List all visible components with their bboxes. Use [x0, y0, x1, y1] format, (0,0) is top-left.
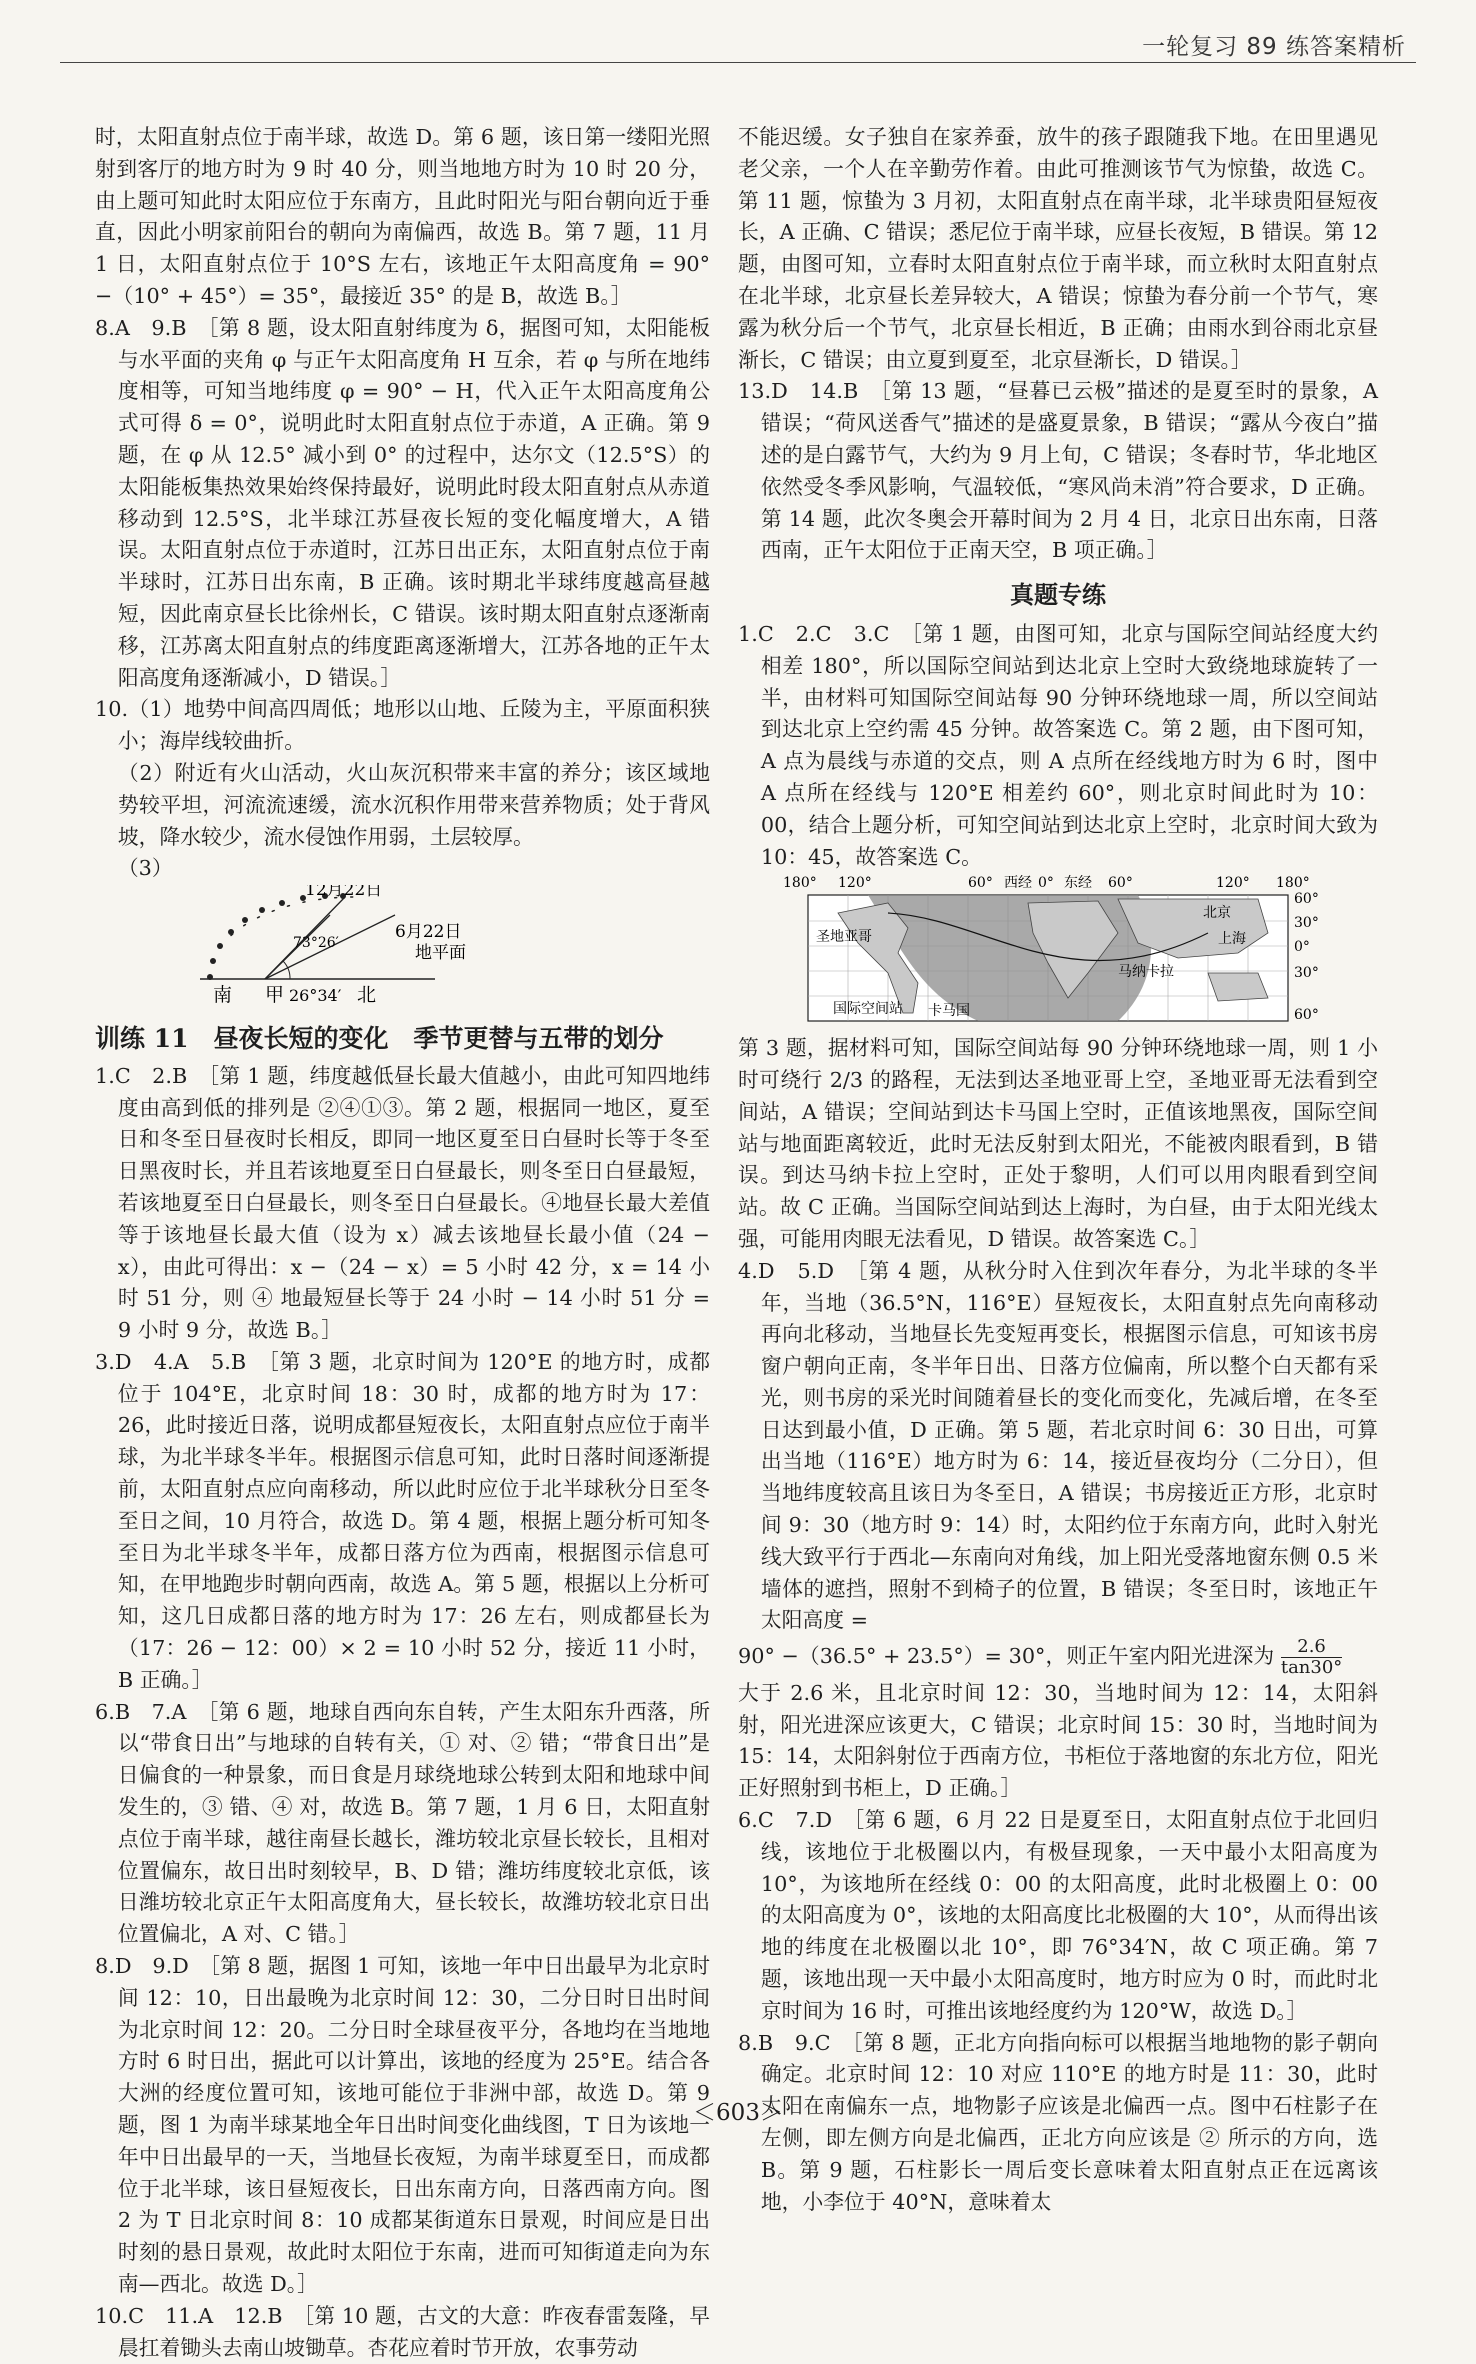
answer-paragraph: （3）: [117, 856, 173, 881]
header-rule: [60, 62, 1416, 63]
answer-paragraph: 第 3 题，据材料可知，国际空间站每 90 分钟环绕地球一周，则 1 小时可绕行 2/3 的路程，无法到达圣地亚哥上空，圣地亚哥无法看到空间站，A 错误；空间站到达卡马国上空时，正值该地黑夜，国际空间站与地面距离较近，此时无法反射到太阳光，不能被肉眼看到，B 错误。到达马纳卡拉上空时，正处于黎明，人们可以用肉眼看到空间站。故 C 正确。当国际空间站到达上海时，为白昼，由于太阳光线太强，可能用肉眼无法看见，D 错误。故答案选 C。］: [738, 1036, 1378, 1251]
running-header: 一轮复习 89 练答案精析: [1142, 34, 1406, 60]
equation-text: 90° −（36.5° + 23.5°）= 30°，则正午室内阳光进深为: [738, 1644, 1275, 1669]
label-south: 南: [213, 984, 233, 1004]
map-lat-label: 30°: [1294, 915, 1319, 932]
section-heading: 真题专练: [1010, 580, 1106, 610]
map-lon-label: 120°: [1216, 875, 1250, 892]
map-lon-label: 180°: [783, 875, 817, 892]
answer-paragraph: 3.D 4.A 5.B ［第 3 题，北京时间为 120°E 的地方时，成都位于 104°E，北京时间 18：30 时，成都的地方时为 17：26，此时接近日落，说明成都昼短夜长，太阳直射点应位于南半球，为北半球冬半年。根据图示信息可知，此时日落时间逐渐提前，太阳直射点应向南移动，所以此时应位于北半球秋分日至冬至日之间，10 月符合，故选 D。第 4 题，根据上题分析可知冬至日为北半球冬半年，成都日落方位为西南，根据图示信息可知，在甲地跑步时朝向西南，故选 A。第 5 题，根据以上分析可知，这几日成都日落的地方时为 17：26 左右，则成都昼长为（17：26 − 12：00）× 2 = 10 小时 52 分，接近 11 小时，B 正确。］: [95, 1349, 710, 1692]
right-column: [738, 122, 1378, 2218]
label-angle-1: 73°26′: [293, 935, 339, 952]
map-lon-label: 东经: [1064, 875, 1092, 892]
map-label-beijing: 北京: [1203, 905, 1231, 922]
map-label-shanghai: 上海: [1218, 931, 1246, 948]
answer-paragraph: 6.B 7.A ［第 6 题，地球自西向东自转，产生太阳东升西落，所以“带食日出”与地球的自转有关，① 对、② 错；“带食日出”是日偏食的一种景象，而日食是月球绕地球公转到太阳和地球中间发生的，③ 错、④ 对，故选 B。第 7 题，1 月 6 日，太阳直射点位于南半球，越往南昼长越长，潍坊较北京昼长较长，且相对位置偏东，故日出时刻较早，B、D 错；潍坊纬度较北京低，该日潍坊较北京正午太阳高度角大，昼长较长，故潍坊较北京日出位置偏北，A 对、C 错。］: [95, 1699, 710, 1947]
map-label-iss: 国际空间站: [833, 1001, 903, 1018]
page-number: ＜603＞: [693, 2100, 783, 2126]
label-jun22: 6月22日: [395, 922, 462, 943]
answer-paragraph: 8.D 9.D ［第 8 题，据图 1 可知，该地一年中日出最早为北京时间 12：10，日出最晚为北京时间 12：30，二分日时日出时间为北京时间 12：20。二分日时全球昼夜平分，各地均在当地地方时 6 时日出，据此可以计算出，该地的经度为 25°E。结合各大洲的经度位置可知，该地可能位于非洲中部，故选 D。第 9 题，图 1 为南半球某地全年日出时间变化曲线图，T 日为该地一年中日出最早的一天，当地昼长夜短，为南半球夏至日，而成都位于北半球，该日昼短夜长，日出东南方向，日落西南方向。图 2 为 T 日北京时间 8：10 成都某街道东日景观，时间应是日出时刻的悬日景观，故此时太阳位于东南，进而可知街道走向为东南—西北。故选 D。］: [95, 1954, 710, 2296]
fraction: [1281, 1637, 1342, 1678]
answer-paragraph: 6.C 7.D ［第 6 题，6 月 22 日是夏至日，太阳直射点位于北回归线，该地位于北极圈以内，有极昼现象，一天中最小太阳高度为 10°，为该地所在经线 0：00 的太阳高度，此时北极圈上 0：00 的太阳高度为 0°，该地的太阳高度比北极圈的大 10°，从而得出该地的纬度在北极圈以北 10°，即 76°34′N，故 C 项正确。第 7 题，该地出现一天中最小太阳高度时，地方时应为 0 时，而此时北京时间为 16 时，可推出该地经度约为 120°W，故选 D。］: [738, 1808, 1378, 2023]
map-lon-label: 120°: [838, 875, 872, 892]
label-dec22: 12月22日: [305, 885, 383, 901]
answer-paragraph: （2）附近有火山活动，火山灰沉积带来丰富的养分；该区域地势较平坦，河流流速缓，流水沉积作用带来营养物质；处于背风坡，降水较少，流水侵蚀作用弱，土层较厚。: [117, 760, 710, 849]
left-column: [95, 122, 710, 2364]
map-lon-label: 西经: [1004, 875, 1032, 892]
map-label-santiago: 圣地亚哥: [816, 929, 872, 946]
sun-path-diagram: [95, 885, 710, 1003]
map-lon-label: 60°: [968, 875, 993, 892]
map-label-manakara: 马纳卡拉: [1118, 964, 1174, 981]
map-lon-label: 60°: [1108, 875, 1133, 892]
world-map: [738, 873, 1378, 1023]
fraction-denominator: tan30°: [1280, 1657, 1343, 1679]
fraction-numerator: 2.6: [1281, 1637, 1342, 1658]
answer-paragraph: 13.D 14.B ［第 13 题，“昼暮已云极”描述的是夏至时的景象，A 错误；“荷风送香气”描述的是盛夏景象，B 错误；“露从今夜白”描述的是白露节气，大约为 9 月上旬，C 错误；冬春时节，华北地区依然受冬季风影响，气温较低，“寒风尚未消”符合要求，D 正确。第 14 题，此次冬奥会开幕时间为 2 月 4 日，北京日出东南，日落西南，正午太阳位于正南天空，B 项正确。］: [738, 379, 1378, 563]
answer-paragraph: 10.C 11.A 12.B ［第 10 题，古文的大意：昨夜春雷轰隆，早晨扛着锄头去南山坡锄草。杏花应着时节开放，农事劳动: [95, 2303, 710, 2360]
map-lat-label: 60°: [1294, 1007, 1319, 1024]
answer-paragraph: 1.C 2.B ［第 1 题，纬度越低昼长最大值越小，由此可知四地纬度由高到低的排列是 ②④①③。第 2 题，根据同一地区，夏至日和冬至日昼夜时长相反，即同一地区夏至日白昼时长等于冬至日黑夜时长，并且若该地夏至日白昼最长，则冬至日白昼最短，若该地夏至日白昼最长，则冬至日白昼最长。④地昼长最大差值等于该地昼长最大值（设为 x）减去该地昼长最小值（24 − x），由此可得出：x −（24 − x）= 5 小时 42 分，x = 14 小时 51 分，则 ④ 地最短昼长等于 24 小时 − 14 小时 51 分 = 9 小时 9 分，故选 B。］: [95, 1063, 710, 1343]
label-north: 北: [357, 984, 377, 1004]
map-lat-label: 30°: [1294, 965, 1319, 982]
answer-paragraph: 8.A 9.B ［第 8 题，设太阳直射纬度为 δ，据图可知，太阳能板与水平面的夹角 φ 与正午太阳高度角 H 互余，若 φ 与所在地纬度相等，可知当地纬度 φ = 90° − H，代入正午太阳高度角公式可得 δ = 0°，说明此时太阳直射点位于赤道，A 正确。第 9 题，在 φ 从 12.5° 减小到 0° 的过程中，达尔文（12.5°S）的太阳能板集热效果始终保持最好，说明此时段太阳直射点从赤道移动到 12.5°S，北半球江苏昼夜长短的变化幅度增大，A 错误。太阳直射点位于赤道时，江苏日出正东，太阳直射点位于南半球时，江苏日出东南，B 正确。该时期北半球纬度越高昼越短，因此南京昼长比徐州长，C 错误。该时期太阳直射点逐渐南移，江苏离太阳直射点的纬度距离逐渐增大，江苏各地的正午太阳高度角逐渐减小，D 错误。］: [95, 315, 710, 690]
map-lon-label: 0°: [1038, 875, 1054, 892]
answer-paragraph: 10.（1）地势中间高四周低；地形以山地、丘陵为主，平原面积狭小；海岸线较曲折。: [95, 697, 710, 754]
section-heading: 训练 11 昼夜长短的变化 季节更替与五带的划分: [95, 1023, 664, 1053]
answer-paragraph: 大于 2.6 米，且北京时间 12：30，当地时间为 12：14，太阳斜射，阳光进深应该更大，C 错误；北京时间 15：30 时，当地时间为 15：14，太阳斜射位于西南方位，书柜位于落地窗的东北方位，阳光正好照射到书柜上，D 正确。］: [738, 1680, 1378, 1801]
label-angle-2: 26°34′: [289, 986, 342, 1004]
answer-paragraph: 4.D 5.D ［第 4 题，从秋分时入住到次年春分，为北半球的冬半年，当地（36.5°N，116°E）昼短夜长，太阳直射点先向南移动再向北移动，当地昼长先变短再变长，根据图示信息，可知该书房窗户朝向正南，冬半年日出、日落方位偏南，所以整个白天都有采光，则书房的采光时间随着昼长的变化而变化，先减后增，在冬至日达到最小值，D 正确。第 5 题，若北京时间 6：30 日出，可算出当地（116°E）地方时为 6：14，接近昼夜均分（二分日），但当地纬度较高且该日为冬至日，A 错误；书房接近正方形，北京时间 9：30（地方时 9：14）时，太阳约位于东南方向，此时入射光线大致平行于西北—东南向对角线，加上阳光受落地窗东侧 0.5 米墙体的遮挡，照射不到椅子的位置，B 错误；冬至日时，该地正午太阳高度 =: [738, 1258, 1378, 1633]
map-label-kama: 卡马国: [928, 1003, 970, 1020]
map-lat-label: 0°: [1294, 939, 1310, 956]
label-jia: 甲: [265, 984, 285, 1004]
answer-paragraph: 时，太阳直射点位于南半球，故选 D。第 6 题，该日第一缕阳光照射到客厅的地方时为 9 时 40 分，则当地地方时为 10 时 20 分，由上题可知此时太阳应位于东南方，且此时阳光与阳台朝向近于垂直，因此小明家前阳台的朝向为南偏西，故选 B。第 7 题，11 月 1 日，太阳直射点位于 10°S 左右，该地正午太阳高度角 = 90° −（10° + 45°）= 35°，最接近 35° 的是 B，故选 B。］: [95, 125, 710, 308]
answer-paragraph: 不能迟缓。女子独自在家养蚕，放牛的孩子跟随我下地。在田里遇见老父亲，一个人在辛勤劳作着。由此可推测该节气为惊蛰，故选 C。第 11 题，惊蛰为 3 月初，太阳直射点在南半球，北半球贵阳昼短夜长，A 正确、C 错误；悉尼位于南半球，应昼长夜短，B 错误。第 12 题，由图可知，立春时太阳直射点位于南半球，而立秋时太阳直射点在北半球，北京昼长差异较大，A 错误；惊蛰为春分前一个节气，寒露为秋分后一个节气，北京昼长相近，B 正确；由雨水到谷雨北京昼渐长，C 错误；由立夏到夏至，北京昼渐长，D 错误。］: [738, 125, 1378, 372]
map-lat-label: 60°: [1294, 891, 1319, 908]
answer-paragraph: 8.B 9.C ［第 8 题，正北方向指向标可以根据当地地物的影子朝向确定。北京时间 12：10 对应 110°E 的地方时是 11：30，此时太阳在南偏东一点，地物影子应该是北偏西一点。图中石柱影子在左侧，即左侧方向是北偏西，正北方向应该是 ② 所示的方向，选 B。第 9 题，石柱影长一周后变长意味着太阳直射点正在远离该地，小李位于 40°N，意味着太: [738, 2030, 1378, 2214]
sun-path-figure: [95, 885, 710, 1013]
map-lon-label: 180°: [1276, 875, 1310, 892]
world-map-figure: [738, 873, 1378, 1033]
label-horizon: 地平面: [415, 943, 466, 964]
answer-paragraph: 1.C 2.C 3.C ［第 1 题，由图可知，北京与国际空间站经度大约相差 180°，所以国际空间站到达北京上空时大致绕地球旋转了一半，由材料可知国际空间站每 90 分钟环绕地球一周，所以空间站到达北京上空约需 45 分钟。故答案选 C。第 2 题，由下图可知，A 点为晨线与赤道的交点，则 A 点所在经线地方时为 6 时，图中 A 点所在经线与 120°E 相差约 60°，则北京时间此时为 10：00，结合上题分析，可知空间站到达北京上空时，北京时间大致为 10：45，故答案选 C。: [738, 621, 1378, 869]
answer-paragraph: [738, 1637, 1378, 1678]
